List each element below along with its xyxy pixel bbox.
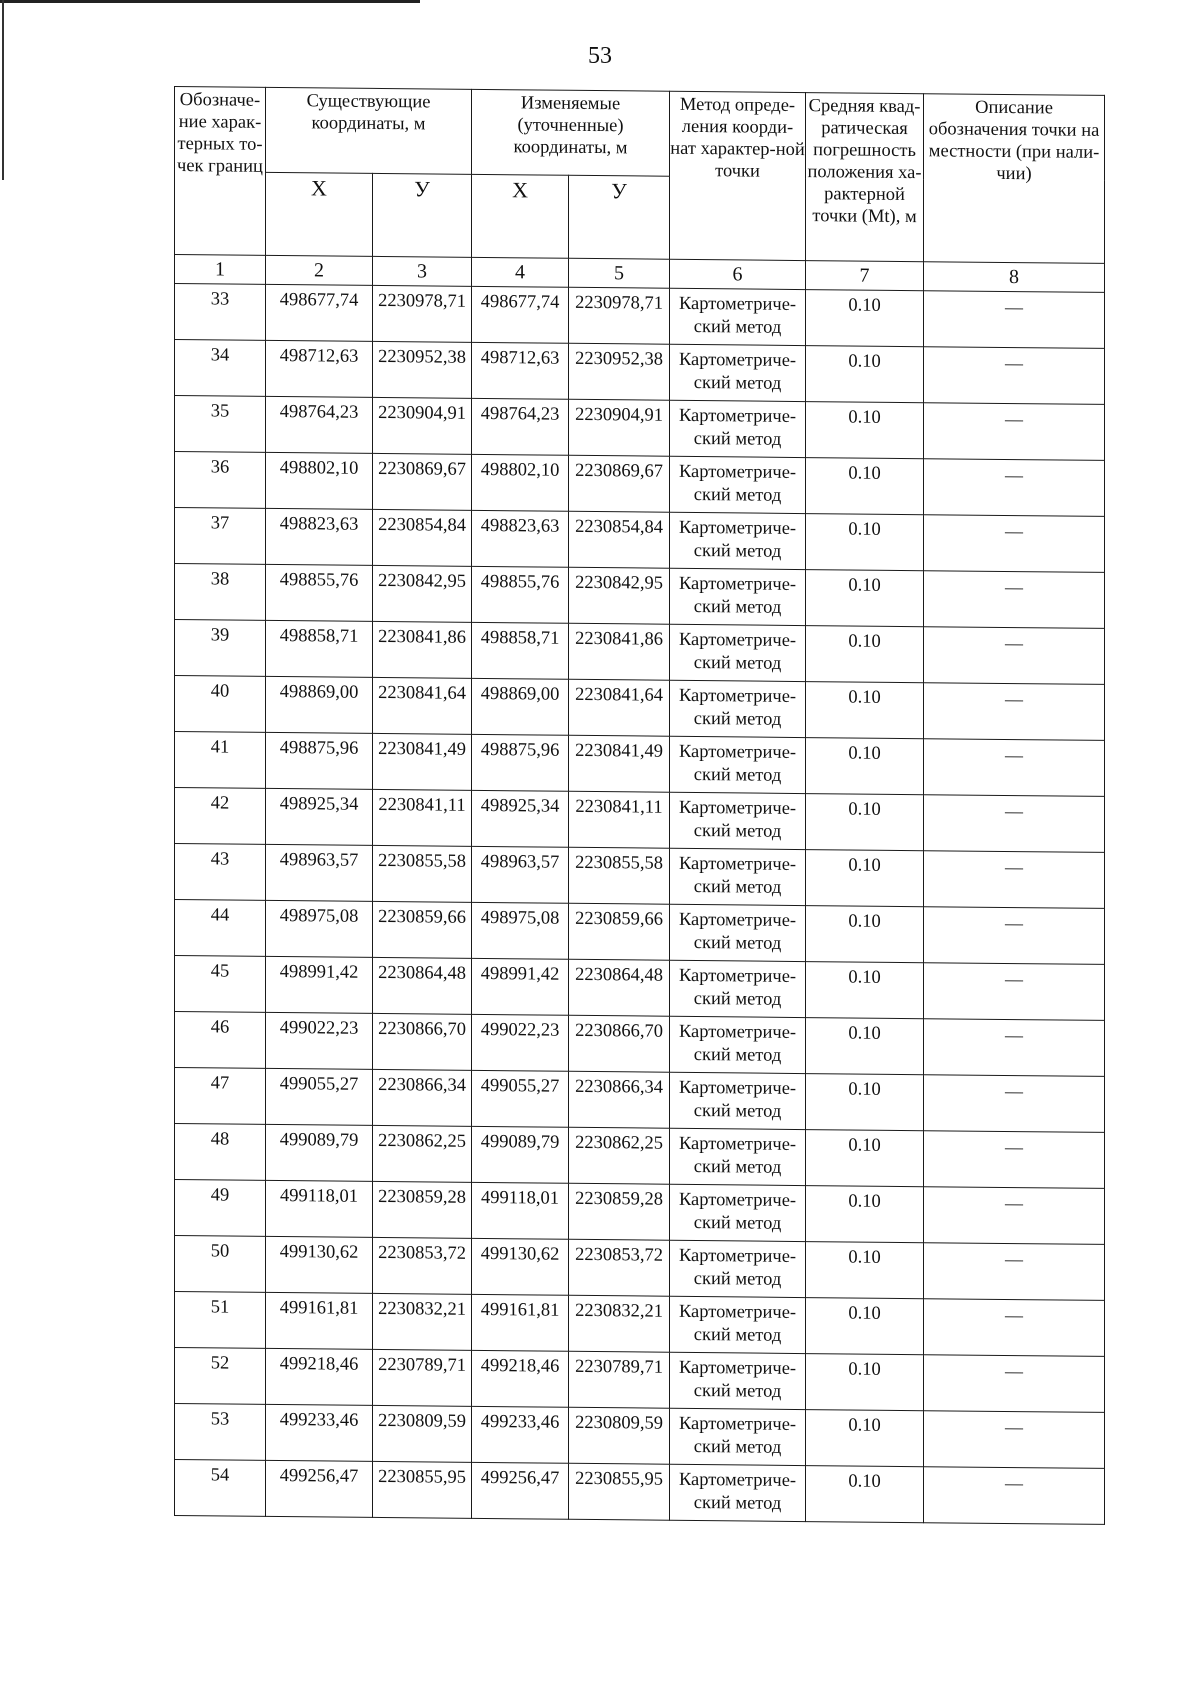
existing-y-cell: 2230859,66 — [373, 901, 472, 958]
existing-x-cell: 498869,00 — [266, 676, 373, 733]
changed-y-cell: 2230859,28 — [569, 1183, 670, 1240]
existing-x-cell: 499130,62 — [266, 1236, 373, 1293]
changed-y-cell: 2230952,38 — [569, 343, 670, 400]
existing-x-cell: 498823,63 — [266, 508, 373, 565]
existing-y-cell: 2230855,95 — [373, 1461, 472, 1518]
table-row — [175, 788, 1105, 853]
table-row — [175, 1180, 1105, 1245]
point-cell: 51 — [175, 1292, 266, 1349]
description-cell: — — [924, 907, 1105, 965]
table-row — [175, 1236, 1105, 1301]
header-changed-coordinates: Изменяемые (уточненные) координаты, м — [472, 89, 670, 176]
column-number: 4 — [472, 257, 569, 287]
changed-y-cell: 2230853,72 — [569, 1239, 670, 1296]
left-border-line — [2, 0, 4, 180]
point-cell: 46 — [175, 1012, 266, 1069]
point-cell: 45 — [175, 956, 266, 1013]
error-cell: 0.10 — [806, 1298, 924, 1355]
error-cell: 0.10 — [806, 514, 924, 571]
existing-x-cell: 498802,10 — [266, 452, 373, 509]
existing-y-cell: 2230841,86 — [373, 621, 472, 678]
point-cell: 34 — [175, 340, 266, 397]
changed-y-cell: 2230855,58 — [569, 847, 670, 904]
existing-y-cell: 2230841,64 — [373, 677, 472, 734]
existing-y-cell: 2230841,11 — [373, 789, 472, 846]
subheader-existing-x: Х — [266, 172, 373, 256]
point-cell: 33 — [175, 284, 266, 341]
error-cell: 0.10 — [806, 402, 924, 459]
existing-y-cell: 2230809,59 — [373, 1405, 472, 1462]
header-method: Метод опреде-ления коорди-нат характер-ной точки — [670, 91, 806, 260]
method-cell: Картометриче-ский метод — [670, 1184, 806, 1241]
description-cell: — — [924, 1243, 1105, 1301]
changed-y-cell: 2230904,91 — [569, 399, 670, 456]
table-row — [175, 676, 1105, 741]
point-cell: 48 — [175, 1124, 266, 1181]
changed-y-cell: 2230862,25 — [569, 1127, 670, 1184]
error-cell: 0.10 — [806, 570, 924, 627]
existing-x-cell: 498764,23 — [266, 396, 373, 453]
existing-x-cell: 498963,57 — [266, 844, 373, 901]
existing-y-cell: 2230866,70 — [373, 1013, 472, 1070]
changed-x-cell: 498677,74 — [472, 286, 569, 343]
changed-y-cell: 2230789,71 — [569, 1351, 670, 1408]
description-cell: — — [924, 683, 1105, 741]
header-existing-coordinates: Существующие координаты, м — [266, 87, 472, 174]
error-cell: 0.10 — [806, 1410, 924, 1467]
column-number: 3 — [373, 256, 472, 286]
table-row — [175, 340, 1105, 405]
description-cell: — — [924, 963, 1105, 1021]
error-cell: 0.10 — [806, 1018, 924, 1075]
changed-x-cell: 498925,34 — [472, 790, 569, 847]
existing-y-cell: 2230853,72 — [373, 1237, 472, 1294]
changed-x-cell: 498802,10 — [472, 454, 569, 511]
changed-x-cell: 499233,46 — [472, 1406, 569, 1463]
existing-y-cell: 2230789,71 — [373, 1349, 472, 1406]
point-cell: 53 — [175, 1404, 266, 1461]
method-cell: Картометриче-ский метод — [670, 344, 806, 401]
table-row — [175, 956, 1105, 1021]
description-cell: — — [924, 515, 1105, 573]
changed-y-cell: 2230809,59 — [569, 1407, 670, 1464]
table-row — [175, 284, 1105, 349]
error-cell: 0.10 — [806, 626, 924, 683]
changed-y-cell: 2230864,48 — [569, 959, 670, 1016]
description-cell: — — [924, 347, 1105, 405]
existing-x-cell: 498925,34 — [266, 788, 373, 845]
description-cell: — — [924, 1467, 1105, 1525]
table-row — [175, 900, 1105, 965]
description-cell: — — [924, 739, 1105, 797]
header-point-designation: Обозначе-ние харак-терных то-чек границ — [175, 87, 266, 256]
description-cell: — — [924, 291, 1105, 349]
changed-y-cell: 2230866,34 — [569, 1071, 670, 1128]
column-number: 1 — [175, 255, 266, 285]
existing-x-cell: 498991,42 — [266, 956, 373, 1013]
column-number: 5 — [569, 258, 670, 288]
method-cell: Картометриче-ский метод — [670, 624, 806, 681]
point-cell: 42 — [175, 788, 266, 845]
subheader-changed-y: У — [569, 175, 670, 259]
error-cell: 0.10 — [806, 1186, 924, 1243]
table-row — [175, 1404, 1105, 1469]
point-cell: 37 — [175, 508, 266, 565]
method-cell: Картометриче-ский метод — [670, 1016, 806, 1073]
point-cell: 36 — [175, 452, 266, 509]
method-cell: Картометриче-ский метод — [670, 1464, 806, 1521]
changed-x-cell: 499256,47 — [472, 1462, 569, 1519]
error-cell: 0.10 — [806, 850, 924, 907]
error-cell: 0.10 — [806, 794, 924, 851]
error-cell: 0.10 — [806, 1242, 924, 1299]
error-cell: 0.10 — [806, 458, 924, 515]
changed-x-cell: 499118,01 — [472, 1182, 569, 1239]
existing-y-cell: 2230978,71 — [373, 285, 472, 342]
changed-x-cell: 499089,79 — [472, 1126, 569, 1183]
page-number: 53 — [588, 43, 612, 69]
existing-y-cell: 2230869,67 — [373, 453, 472, 510]
header-row — [175, 87, 1105, 181]
changed-x-cell: 499055,27 — [472, 1070, 569, 1127]
changed-x-cell: 498875,96 — [472, 734, 569, 791]
point-cell: 52 — [175, 1348, 266, 1405]
error-cell: 0.10 — [806, 682, 924, 739]
existing-x-cell: 499022,23 — [266, 1012, 373, 1069]
method-cell: Картометриче-ский метод — [670, 1296, 806, 1353]
changed-y-cell: 2230855,95 — [569, 1463, 670, 1520]
table-row — [175, 1012, 1105, 1077]
existing-y-cell: 2230841,49 — [373, 733, 472, 790]
table-row — [175, 564, 1105, 629]
existing-y-cell: 2230864,48 — [373, 957, 472, 1014]
changed-x-cell: 499130,62 — [472, 1238, 569, 1295]
changed-x-cell: 498963,57 — [472, 846, 569, 903]
changed-x-cell: 499161,81 — [472, 1294, 569, 1351]
error-cell: 0.10 — [806, 906, 924, 963]
column-number: 7 — [806, 261, 924, 291]
existing-y-cell: 2230862,25 — [373, 1125, 472, 1182]
method-cell: Картометриче-ский метод — [670, 736, 806, 793]
description-cell: — — [924, 403, 1105, 461]
changed-y-cell: 2230854,84 — [569, 511, 670, 568]
existing-y-cell: 2230855,58 — [373, 845, 472, 902]
description-cell: — — [924, 851, 1105, 909]
description-cell: — — [924, 459, 1105, 517]
top-border-line — [0, 0, 420, 3]
description-cell: — — [924, 1187, 1105, 1245]
method-cell: Картометриче-ский метод — [670, 1128, 806, 1185]
error-cell: 0.10 — [806, 1466, 924, 1523]
changed-x-cell: 499218,46 — [472, 1350, 569, 1407]
table-row — [175, 1124, 1105, 1189]
existing-x-cell: 499055,27 — [266, 1068, 373, 1125]
subheader-existing-y: У — [373, 173, 472, 257]
table-row — [175, 1292, 1105, 1357]
table-body — [175, 255, 1105, 1525]
changed-y-cell: 2230869,67 — [569, 455, 670, 512]
method-cell: Картометриче-ский метод — [670, 400, 806, 457]
changed-x-cell: 498858,71 — [472, 622, 569, 679]
point-cell: 35 — [175, 396, 266, 453]
existing-y-cell: 2230832,21 — [373, 1293, 472, 1350]
changed-x-cell: 498869,00 — [472, 678, 569, 735]
existing-x-cell: 498677,74 — [266, 284, 373, 341]
existing-y-cell: 2230842,95 — [373, 565, 472, 622]
description-cell: — — [924, 1075, 1105, 1133]
description-cell: — — [924, 795, 1105, 853]
changed-y-cell: 2230978,71 — [569, 287, 670, 344]
existing-x-cell: 499256,47 — [266, 1460, 373, 1517]
table-row — [175, 1348, 1105, 1413]
method-cell: Картометриче-ский метод — [670, 568, 806, 625]
changed-x-cell: 498764,23 — [472, 398, 569, 455]
description-cell: — — [924, 571, 1105, 629]
point-cell: 47 — [175, 1068, 266, 1125]
method-cell: Картометриче-ский метод — [670, 1352, 806, 1409]
error-cell: 0.10 — [806, 1354, 924, 1411]
existing-y-cell: 2230866,34 — [373, 1069, 472, 1126]
method-cell: Картометриче-ский метод — [670, 1408, 806, 1465]
error-cell: 0.10 — [806, 290, 924, 347]
point-cell: 39 — [175, 620, 266, 677]
existing-x-cell: 499161,81 — [266, 1292, 373, 1349]
header-mean-square-error: Средняя квад-ратическая погрешность положения ха-рактерной точки (Mt), м — [806, 93, 924, 262]
header-point-description: Описание обозначения точки на местности (при нали-чии) — [924, 94, 1105, 264]
description-cell: — — [924, 627, 1105, 685]
point-cell: 41 — [175, 732, 266, 789]
method-cell: Картометриче-ский метод — [670, 904, 806, 961]
table-row — [175, 1460, 1105, 1525]
changed-y-cell: 2230841,11 — [569, 791, 670, 848]
changed-x-cell: 498823,63 — [472, 510, 569, 567]
table-row — [175, 1068, 1105, 1133]
method-cell: Картометриче-ский метод — [670, 960, 806, 1017]
error-cell: 0.10 — [806, 738, 924, 795]
table-row — [175, 732, 1105, 797]
existing-y-cell: 2230859,28 — [373, 1181, 472, 1238]
changed-x-cell: 498712,63 — [472, 342, 569, 399]
existing-x-cell: 499089,79 — [266, 1124, 373, 1181]
boundary-points-table — [174, 86, 1105, 1525]
existing-y-cell: 2230904,91 — [373, 397, 472, 454]
table-row — [175, 396, 1105, 461]
method-cell: Картометриче-ский метод — [670, 848, 806, 905]
point-cell: 40 — [175, 676, 266, 733]
point-cell: 49 — [175, 1180, 266, 1237]
point-cell: 54 — [175, 1460, 266, 1517]
point-cell: 44 — [175, 900, 266, 957]
method-cell: Картометриче-ский метод — [670, 1072, 806, 1129]
existing-x-cell: 498858,71 — [266, 620, 373, 677]
existing-x-cell: 499218,46 — [266, 1348, 373, 1405]
error-cell: 0.10 — [806, 346, 924, 403]
changed-y-cell: 2230841,64 — [569, 679, 670, 736]
changed-y-cell: 2230842,95 — [569, 567, 670, 624]
method-cell: Картометриче-ский метод — [670, 1240, 806, 1297]
method-cell: Картометриче-ский метод — [670, 288, 806, 345]
error-cell: 0.10 — [806, 962, 924, 1019]
changed-y-cell: 2230841,86 — [569, 623, 670, 680]
description-cell: — — [924, 1355, 1105, 1413]
method-cell: Картометриче-ский метод — [670, 680, 806, 737]
changed-x-cell: 498855,76 — [472, 566, 569, 623]
changed-x-cell: 498991,42 — [472, 958, 569, 1015]
description-cell: — — [924, 1019, 1105, 1077]
table-row — [175, 620, 1105, 685]
column-number: 2 — [266, 255, 373, 285]
table-row — [175, 508, 1105, 573]
method-cell: Картометриче-ский метод — [670, 456, 806, 513]
table-row — [175, 844, 1105, 909]
changed-x-cell: 499022,23 — [472, 1014, 569, 1071]
point-cell: 38 — [175, 564, 266, 621]
point-cell: 43 — [175, 844, 266, 901]
column-number: 6 — [670, 259, 806, 289]
point-cell: 50 — [175, 1236, 266, 1293]
existing-x-cell: 499118,01 — [266, 1180, 373, 1237]
changed-y-cell: 2230859,66 — [569, 903, 670, 960]
description-cell: — — [924, 1411, 1105, 1469]
changed-y-cell: 2230866,70 — [569, 1015, 670, 1072]
error-cell: 0.10 — [806, 1074, 924, 1131]
existing-x-cell: 498975,08 — [266, 900, 373, 957]
existing-x-cell: 498855,76 — [266, 564, 373, 621]
description-cell: — — [924, 1299, 1105, 1357]
method-cell: Картометриче-ский метод — [670, 792, 806, 849]
changed-y-cell: 2230832,21 — [569, 1295, 670, 1352]
existing-y-cell: 2230854,84 — [373, 509, 472, 566]
existing-x-cell: 498712,63 — [266, 340, 373, 397]
existing-x-cell: 498875,96 — [266, 732, 373, 789]
column-number: 8 — [924, 262, 1105, 293]
changed-y-cell: 2230841,49 — [569, 735, 670, 792]
existing-y-cell: 2230952,38 — [373, 341, 472, 398]
changed-x-cell: 498975,08 — [472, 902, 569, 959]
subheader-changed-x: Х — [472, 174, 569, 258]
table-row — [175, 452, 1105, 517]
existing-x-cell: 499233,46 — [266, 1404, 373, 1461]
description-cell: — — [924, 1131, 1105, 1189]
method-cell: Картометриче-ский метод — [670, 512, 806, 569]
error-cell: 0.10 — [806, 1130, 924, 1187]
